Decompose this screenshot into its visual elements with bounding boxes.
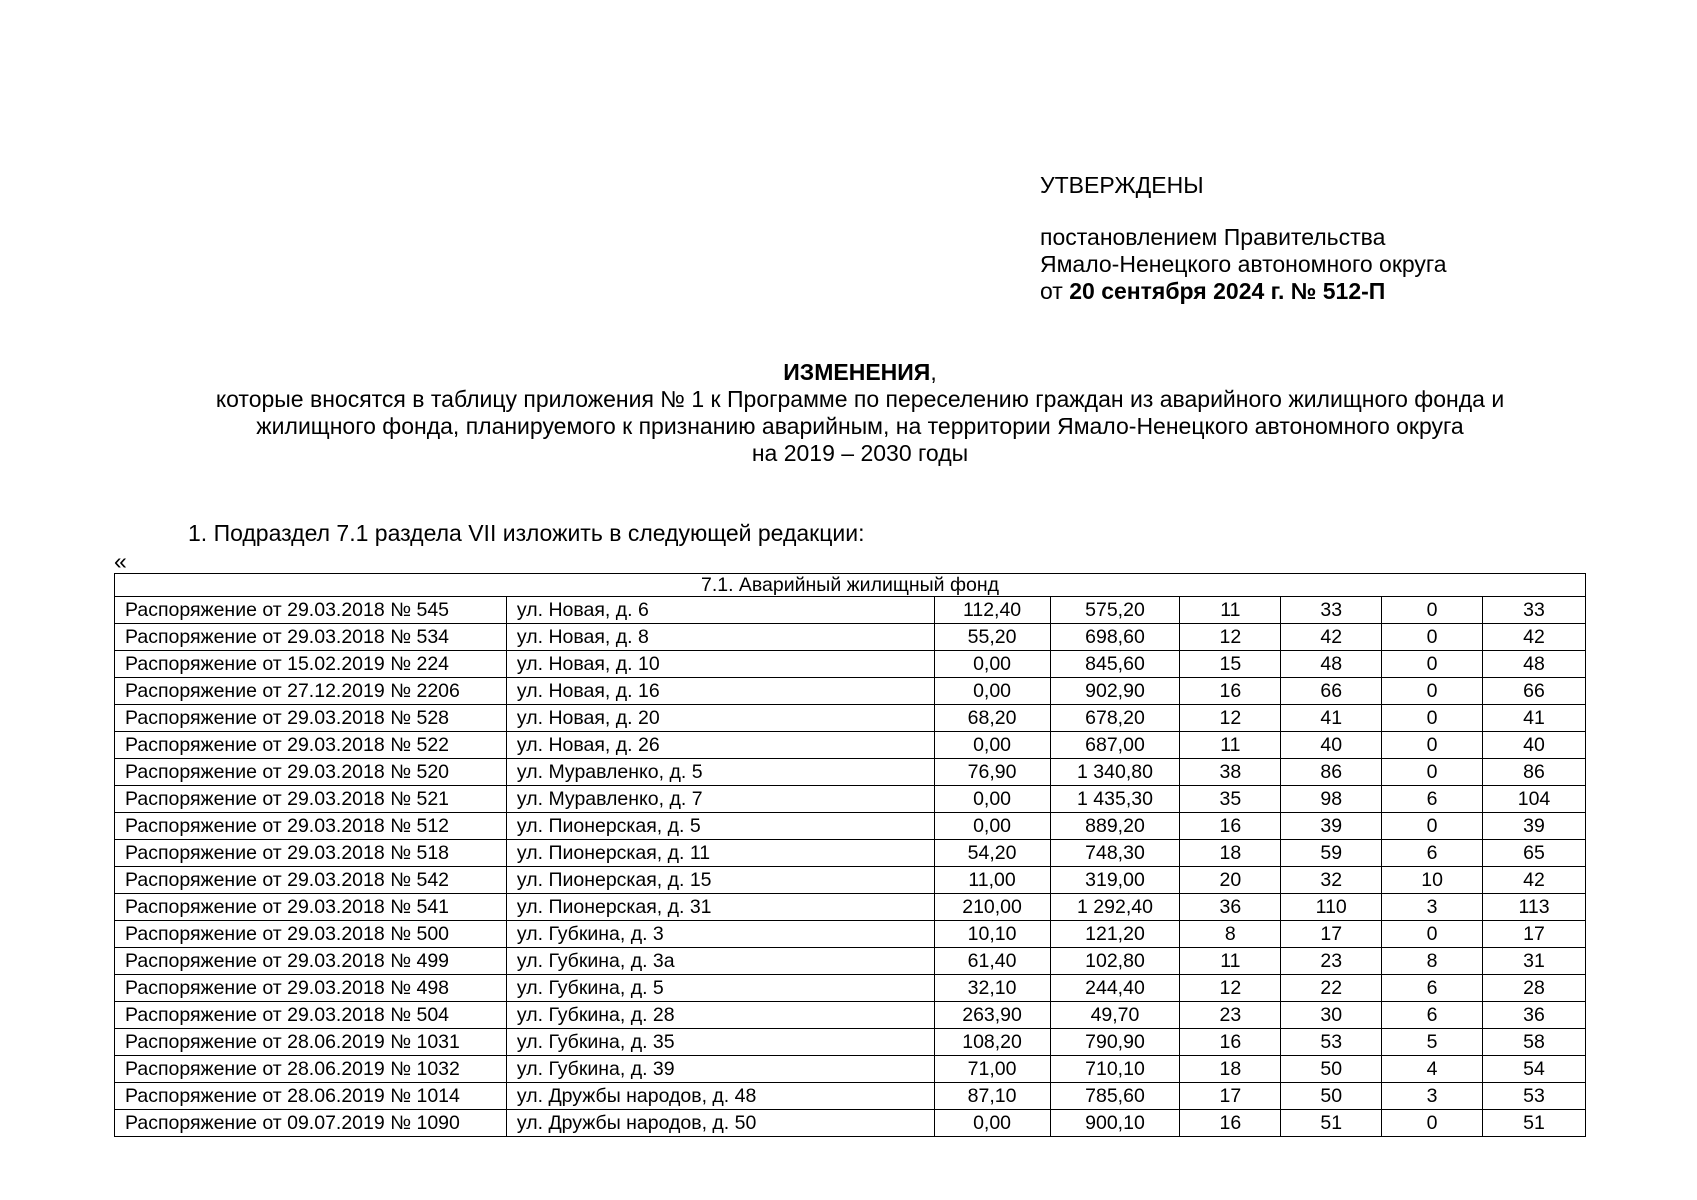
table-row bbox=[115, 867, 1586, 894]
count-1-cell: 11 bbox=[1180, 597, 1281, 624]
count-1-cell: 17 bbox=[1180, 1083, 1281, 1110]
count-4-cell: 41 bbox=[1483, 705, 1586, 732]
area-2-cell: 710,10 bbox=[1050, 1056, 1180, 1083]
decree-cell: Распоряжение от 28.06.2019 № 1032 bbox=[115, 1056, 507, 1083]
count-1-cell: 8 bbox=[1180, 921, 1281, 948]
count-3-cell: 6 bbox=[1382, 786, 1483, 813]
table-row bbox=[115, 624, 1586, 651]
count-3-cell: 3 bbox=[1382, 1083, 1483, 1110]
area-1-cell: 0,00 bbox=[934, 786, 1050, 813]
table-row bbox=[115, 840, 1586, 867]
count-1-cell: 23 bbox=[1180, 1002, 1281, 1029]
approval-date-line bbox=[1040, 278, 1447, 305]
area-2-cell: 49,70 bbox=[1050, 1002, 1180, 1029]
decree-cell: Распоряжение от 29.03.2018 № 500 bbox=[115, 921, 507, 948]
address-cell: ул. Новая, д. 26 bbox=[506, 732, 934, 759]
count-4-cell: 54 bbox=[1483, 1056, 1586, 1083]
count-1-cell: 16 bbox=[1180, 678, 1281, 705]
count-2-cell: 50 bbox=[1281, 1083, 1382, 1110]
count-4-cell: 53 bbox=[1483, 1083, 1586, 1110]
title-line-3: на 2019 – 2030 годы bbox=[751, 440, 969, 466]
decree-number: 20 сентября 2024 г. № 512-П bbox=[1069, 278, 1386, 304]
count-4-cell: 58 bbox=[1483, 1029, 1586, 1056]
area-2-cell: 889,20 bbox=[1050, 813, 1180, 840]
count-3-cell: 0 bbox=[1382, 1110, 1483, 1137]
area-2-cell: 902,90 bbox=[1050, 678, 1180, 705]
count-1-cell: 18 bbox=[1180, 840, 1281, 867]
area-1-cell: 0,00 bbox=[934, 1110, 1050, 1137]
count-4-cell: 65 bbox=[1483, 840, 1586, 867]
table-body bbox=[115, 574, 1586, 1137]
count-2-cell: 41 bbox=[1281, 705, 1382, 732]
count-1-cell: 11 bbox=[1180, 732, 1281, 759]
housing-table bbox=[114, 573, 1586, 1137]
area-2-cell: 785,60 bbox=[1050, 1083, 1180, 1110]
count-3-cell: 10 bbox=[1382, 867, 1483, 894]
decree-cell: Распоряжение от 29.03.2018 № 512 bbox=[115, 813, 507, 840]
count-2-cell: 17 bbox=[1281, 921, 1382, 948]
area-1-cell: 11,00 bbox=[934, 867, 1050, 894]
section-header-row bbox=[115, 574, 1586, 597]
count-1-cell: 12 bbox=[1180, 705, 1281, 732]
decree-cell: Распоряжение от 29.03.2018 № 541 bbox=[115, 894, 507, 921]
address-cell: ул. Муравленко, д. 5 bbox=[506, 759, 934, 786]
area-2-cell: 575,20 bbox=[1050, 597, 1180, 624]
address-cell: ул. Губкина, д. 5 bbox=[506, 975, 934, 1002]
count-2-cell: 39 bbox=[1281, 813, 1382, 840]
title-line-2: жилищного фонда, планируемого к признанию аварийным, на территории Ямало-Ненецкого автономного округа bbox=[256, 413, 1464, 439]
table-row bbox=[115, 813, 1586, 840]
table-row bbox=[115, 894, 1586, 921]
decree-cell: Распоряжение от 29.03.2018 № 528 bbox=[115, 705, 507, 732]
table-row bbox=[115, 651, 1586, 678]
count-3-cell: 6 bbox=[1382, 840, 1483, 867]
table-row bbox=[115, 1029, 1586, 1056]
count-2-cell: 32 bbox=[1281, 867, 1382, 894]
area-1-cell: 87,10 bbox=[934, 1083, 1050, 1110]
section-header: 7.1. Аварийный жилищный фонд bbox=[115, 574, 1586, 597]
count-3-cell: 0 bbox=[1382, 732, 1483, 759]
count-4-cell: 51 bbox=[1483, 1110, 1586, 1137]
area-2-cell: 678,20 bbox=[1050, 705, 1180, 732]
address-cell: ул. Губкина, д. 3 bbox=[506, 921, 934, 948]
decree-cell: Распоряжение от 29.03.2018 № 504 bbox=[115, 1002, 507, 1029]
address-cell: ул. Губкина, д. 39 bbox=[506, 1056, 934, 1083]
count-4-cell: 113 bbox=[1483, 894, 1586, 921]
decree-cell: Распоряжение от 29.03.2018 № 542 bbox=[115, 867, 507, 894]
count-1-cell: 12 bbox=[1180, 975, 1281, 1002]
table-row bbox=[115, 705, 1586, 732]
count-3-cell: 0 bbox=[1382, 678, 1483, 705]
address-cell: ул. Пионерская, д. 11 bbox=[506, 840, 934, 867]
area-1-cell: 210,00 bbox=[934, 894, 1050, 921]
area-1-cell: 54,20 bbox=[934, 840, 1050, 867]
area-1-cell: 55,20 bbox=[934, 624, 1050, 651]
area-2-cell: 698,60 bbox=[1050, 624, 1180, 651]
count-3-cell: 5 bbox=[1382, 1029, 1483, 1056]
address-cell: ул. Дружбы народов, д. 50 bbox=[506, 1110, 934, 1137]
count-3-cell: 6 bbox=[1382, 975, 1483, 1002]
count-4-cell: 48 bbox=[1483, 651, 1586, 678]
decree-cell: Распоряжение от 29.03.2018 № 499 bbox=[115, 948, 507, 975]
table-row bbox=[115, 786, 1586, 813]
area-1-cell: 108,20 bbox=[934, 1029, 1050, 1056]
decree-cell: Распоряжение от 29.03.2018 № 545 bbox=[115, 597, 507, 624]
area-2-cell: 1 292,40 bbox=[1050, 894, 1180, 921]
area-1-cell: 0,00 bbox=[934, 651, 1050, 678]
area-2-cell: 790,90 bbox=[1050, 1029, 1180, 1056]
table-row bbox=[115, 1002, 1586, 1029]
table-row bbox=[115, 975, 1586, 1002]
decree-cell: Распоряжение от 27.12.2019 № 2206 bbox=[115, 678, 507, 705]
count-2-cell: 23 bbox=[1281, 948, 1382, 975]
area-2-cell: 687,00 bbox=[1050, 732, 1180, 759]
title-block bbox=[100, 359, 1620, 467]
area-2-cell: 1 435,30 bbox=[1050, 786, 1180, 813]
decree-cell: Распоряжение от 29.03.2018 № 521 bbox=[115, 786, 507, 813]
area-1-cell: 61,40 bbox=[934, 948, 1050, 975]
count-2-cell: 48 bbox=[1281, 651, 1382, 678]
approval-block bbox=[1040, 172, 1447, 305]
count-2-cell: 33 bbox=[1281, 597, 1382, 624]
count-4-cell: 66 bbox=[1483, 678, 1586, 705]
area-1-cell: 32,10 bbox=[934, 975, 1050, 1002]
count-1-cell: 16 bbox=[1180, 1110, 1281, 1137]
count-3-cell: 0 bbox=[1382, 813, 1483, 840]
count-1-cell: 16 bbox=[1180, 1029, 1281, 1056]
count-2-cell: 50 bbox=[1281, 1056, 1382, 1083]
decree-cell: Распоряжение от 29.03.2018 № 518 bbox=[115, 840, 507, 867]
count-1-cell: 36 bbox=[1180, 894, 1281, 921]
count-4-cell: 17 bbox=[1483, 921, 1586, 948]
count-2-cell: 98 bbox=[1281, 786, 1382, 813]
count-1-cell: 15 bbox=[1180, 651, 1281, 678]
decree-cell: Распоряжение от 29.03.2018 № 498 bbox=[115, 975, 507, 1002]
count-1-cell: 20 bbox=[1180, 867, 1281, 894]
approval-line-2: Ямало-Ненецкого автономного округа bbox=[1040, 251, 1447, 277]
area-2-cell: 748,30 bbox=[1050, 840, 1180, 867]
count-2-cell: 53 bbox=[1281, 1029, 1382, 1056]
area-1-cell: 10,10 bbox=[934, 921, 1050, 948]
table-row bbox=[115, 948, 1586, 975]
area-2-cell: 319,00 bbox=[1050, 867, 1180, 894]
table-row bbox=[115, 759, 1586, 786]
count-4-cell: 31 bbox=[1483, 948, 1586, 975]
count-3-cell: 0 bbox=[1382, 759, 1483, 786]
decree-cell: Распоряжение от 09.07.2019 № 1090 bbox=[115, 1110, 507, 1137]
address-cell: ул. Новая, д. 16 bbox=[506, 678, 934, 705]
area-1-cell: 112,40 bbox=[934, 597, 1050, 624]
address-cell: ул. Новая, д. 10 bbox=[506, 651, 934, 678]
count-3-cell: 0 bbox=[1382, 705, 1483, 732]
count-2-cell: 51 bbox=[1281, 1110, 1382, 1137]
address-cell: ул. Дружбы народов, д. 48 bbox=[506, 1083, 934, 1110]
address-cell: ул. Пионерская, д. 5 bbox=[506, 813, 934, 840]
count-1-cell: 16 bbox=[1180, 813, 1281, 840]
count-2-cell: 30 bbox=[1281, 1002, 1382, 1029]
count-2-cell: 42 bbox=[1281, 624, 1382, 651]
doc-title: ИЗМЕНЕНИЯ bbox=[783, 359, 931, 385]
area-1-cell: 0,00 bbox=[934, 813, 1050, 840]
decree-cell: Распоряжение от 29.03.2018 № 520 bbox=[115, 759, 507, 786]
count-2-cell: 66 bbox=[1281, 678, 1382, 705]
count-2-cell: 86 bbox=[1281, 759, 1382, 786]
table-row bbox=[115, 597, 1586, 624]
decree-cell: Распоряжение от 28.06.2019 № 1014 bbox=[115, 1083, 507, 1110]
count-1-cell: 11 bbox=[1180, 948, 1281, 975]
area-2-cell: 1 340,80 bbox=[1050, 759, 1180, 786]
count-4-cell: 28 bbox=[1483, 975, 1586, 1002]
approved-label: УТВЕРЖДЕНЫ bbox=[1040, 172, 1204, 198]
count-4-cell: 42 bbox=[1483, 624, 1586, 651]
area-2-cell: 121,20 bbox=[1050, 921, 1180, 948]
count-3-cell: 6 bbox=[1382, 1002, 1483, 1029]
address-cell: ул. Губкина, д. 35 bbox=[506, 1029, 934, 1056]
table-row bbox=[115, 678, 1586, 705]
address-cell: ул. Новая, д. 6 bbox=[506, 597, 934, 624]
count-3-cell: 0 bbox=[1382, 597, 1483, 624]
area-1-cell: 71,00 bbox=[934, 1056, 1050, 1083]
count-1-cell: 35 bbox=[1180, 786, 1281, 813]
date-prefix: от bbox=[1040, 278, 1070, 304]
doc-title-line bbox=[100, 359, 1620, 386]
address-cell: ул. Муравленко, д. 7 bbox=[506, 786, 934, 813]
count-4-cell: 40 bbox=[1483, 732, 1586, 759]
address-cell: ул. Пионерская, д. 31 bbox=[506, 894, 934, 921]
count-2-cell: 110 bbox=[1281, 894, 1382, 921]
address-cell: ул. Губкина, д. 28 bbox=[506, 1002, 934, 1029]
count-4-cell: 36 bbox=[1483, 1002, 1586, 1029]
count-2-cell: 59 bbox=[1281, 840, 1382, 867]
count-3-cell: 8 bbox=[1382, 948, 1483, 975]
table-row bbox=[115, 1083, 1586, 1110]
count-4-cell: 42 bbox=[1483, 867, 1586, 894]
doc-title-suffix: , bbox=[930, 359, 937, 385]
address-cell: ул. Новая, д. 8 bbox=[506, 624, 934, 651]
approval-line-1: постановлением Правительства bbox=[1040, 224, 1386, 250]
table-row bbox=[115, 732, 1586, 759]
count-4-cell: 33 bbox=[1483, 597, 1586, 624]
instruction-paragraph: 1. Подраздел 7.1 раздела VII изложить в следующей редакции: bbox=[188, 520, 865, 546]
count-1-cell: 38 bbox=[1180, 759, 1281, 786]
count-3-cell: 0 bbox=[1382, 651, 1483, 678]
area-2-cell: 845,60 bbox=[1050, 651, 1180, 678]
table-row bbox=[115, 1110, 1586, 1137]
count-3-cell: 4 bbox=[1382, 1056, 1483, 1083]
area-2-cell: 900,10 bbox=[1050, 1110, 1180, 1137]
count-1-cell: 18 bbox=[1180, 1056, 1281, 1083]
count-2-cell: 22 bbox=[1281, 975, 1382, 1002]
decree-cell: Распоряжение от 15.02.2019 № 224 bbox=[115, 651, 507, 678]
count-2-cell: 40 bbox=[1281, 732, 1382, 759]
area-2-cell: 102,80 bbox=[1050, 948, 1180, 975]
area-1-cell: 76,90 bbox=[934, 759, 1050, 786]
count-4-cell: 86 bbox=[1483, 759, 1586, 786]
count-3-cell: 0 bbox=[1382, 624, 1483, 651]
area-1-cell: 68,20 bbox=[934, 705, 1050, 732]
count-3-cell: 3 bbox=[1382, 894, 1483, 921]
area-1-cell: 0,00 bbox=[934, 678, 1050, 705]
opening-quote: « bbox=[114, 548, 127, 574]
area-1-cell: 0,00 bbox=[934, 732, 1050, 759]
area-2-cell: 244,40 bbox=[1050, 975, 1180, 1002]
decree-cell: Распоряжение от 28.06.2019 № 1031 bbox=[115, 1029, 507, 1056]
address-cell: ул. Новая, д. 20 bbox=[506, 705, 934, 732]
title-line-1: которые вносятся в таблицу приложения № 1 к Программе по переселению граждан из аварийного жилищного фонда и bbox=[215, 386, 1505, 412]
decree-cell: Распоряжение от 29.03.2018 № 534 bbox=[115, 624, 507, 651]
area-1-cell: 263,90 bbox=[934, 1002, 1050, 1029]
table-row bbox=[115, 921, 1586, 948]
count-1-cell: 12 bbox=[1180, 624, 1281, 651]
address-cell: ул. Губкина, д. 3а bbox=[506, 948, 934, 975]
count-4-cell: 39 bbox=[1483, 813, 1586, 840]
address-cell: ул. Пионерская, д. 15 bbox=[506, 867, 934, 894]
count-4-cell: 104 bbox=[1483, 786, 1586, 813]
table-row bbox=[115, 1056, 1586, 1083]
count-3-cell: 0 bbox=[1382, 921, 1483, 948]
decree-cell: Распоряжение от 29.03.2018 № 522 bbox=[115, 732, 507, 759]
